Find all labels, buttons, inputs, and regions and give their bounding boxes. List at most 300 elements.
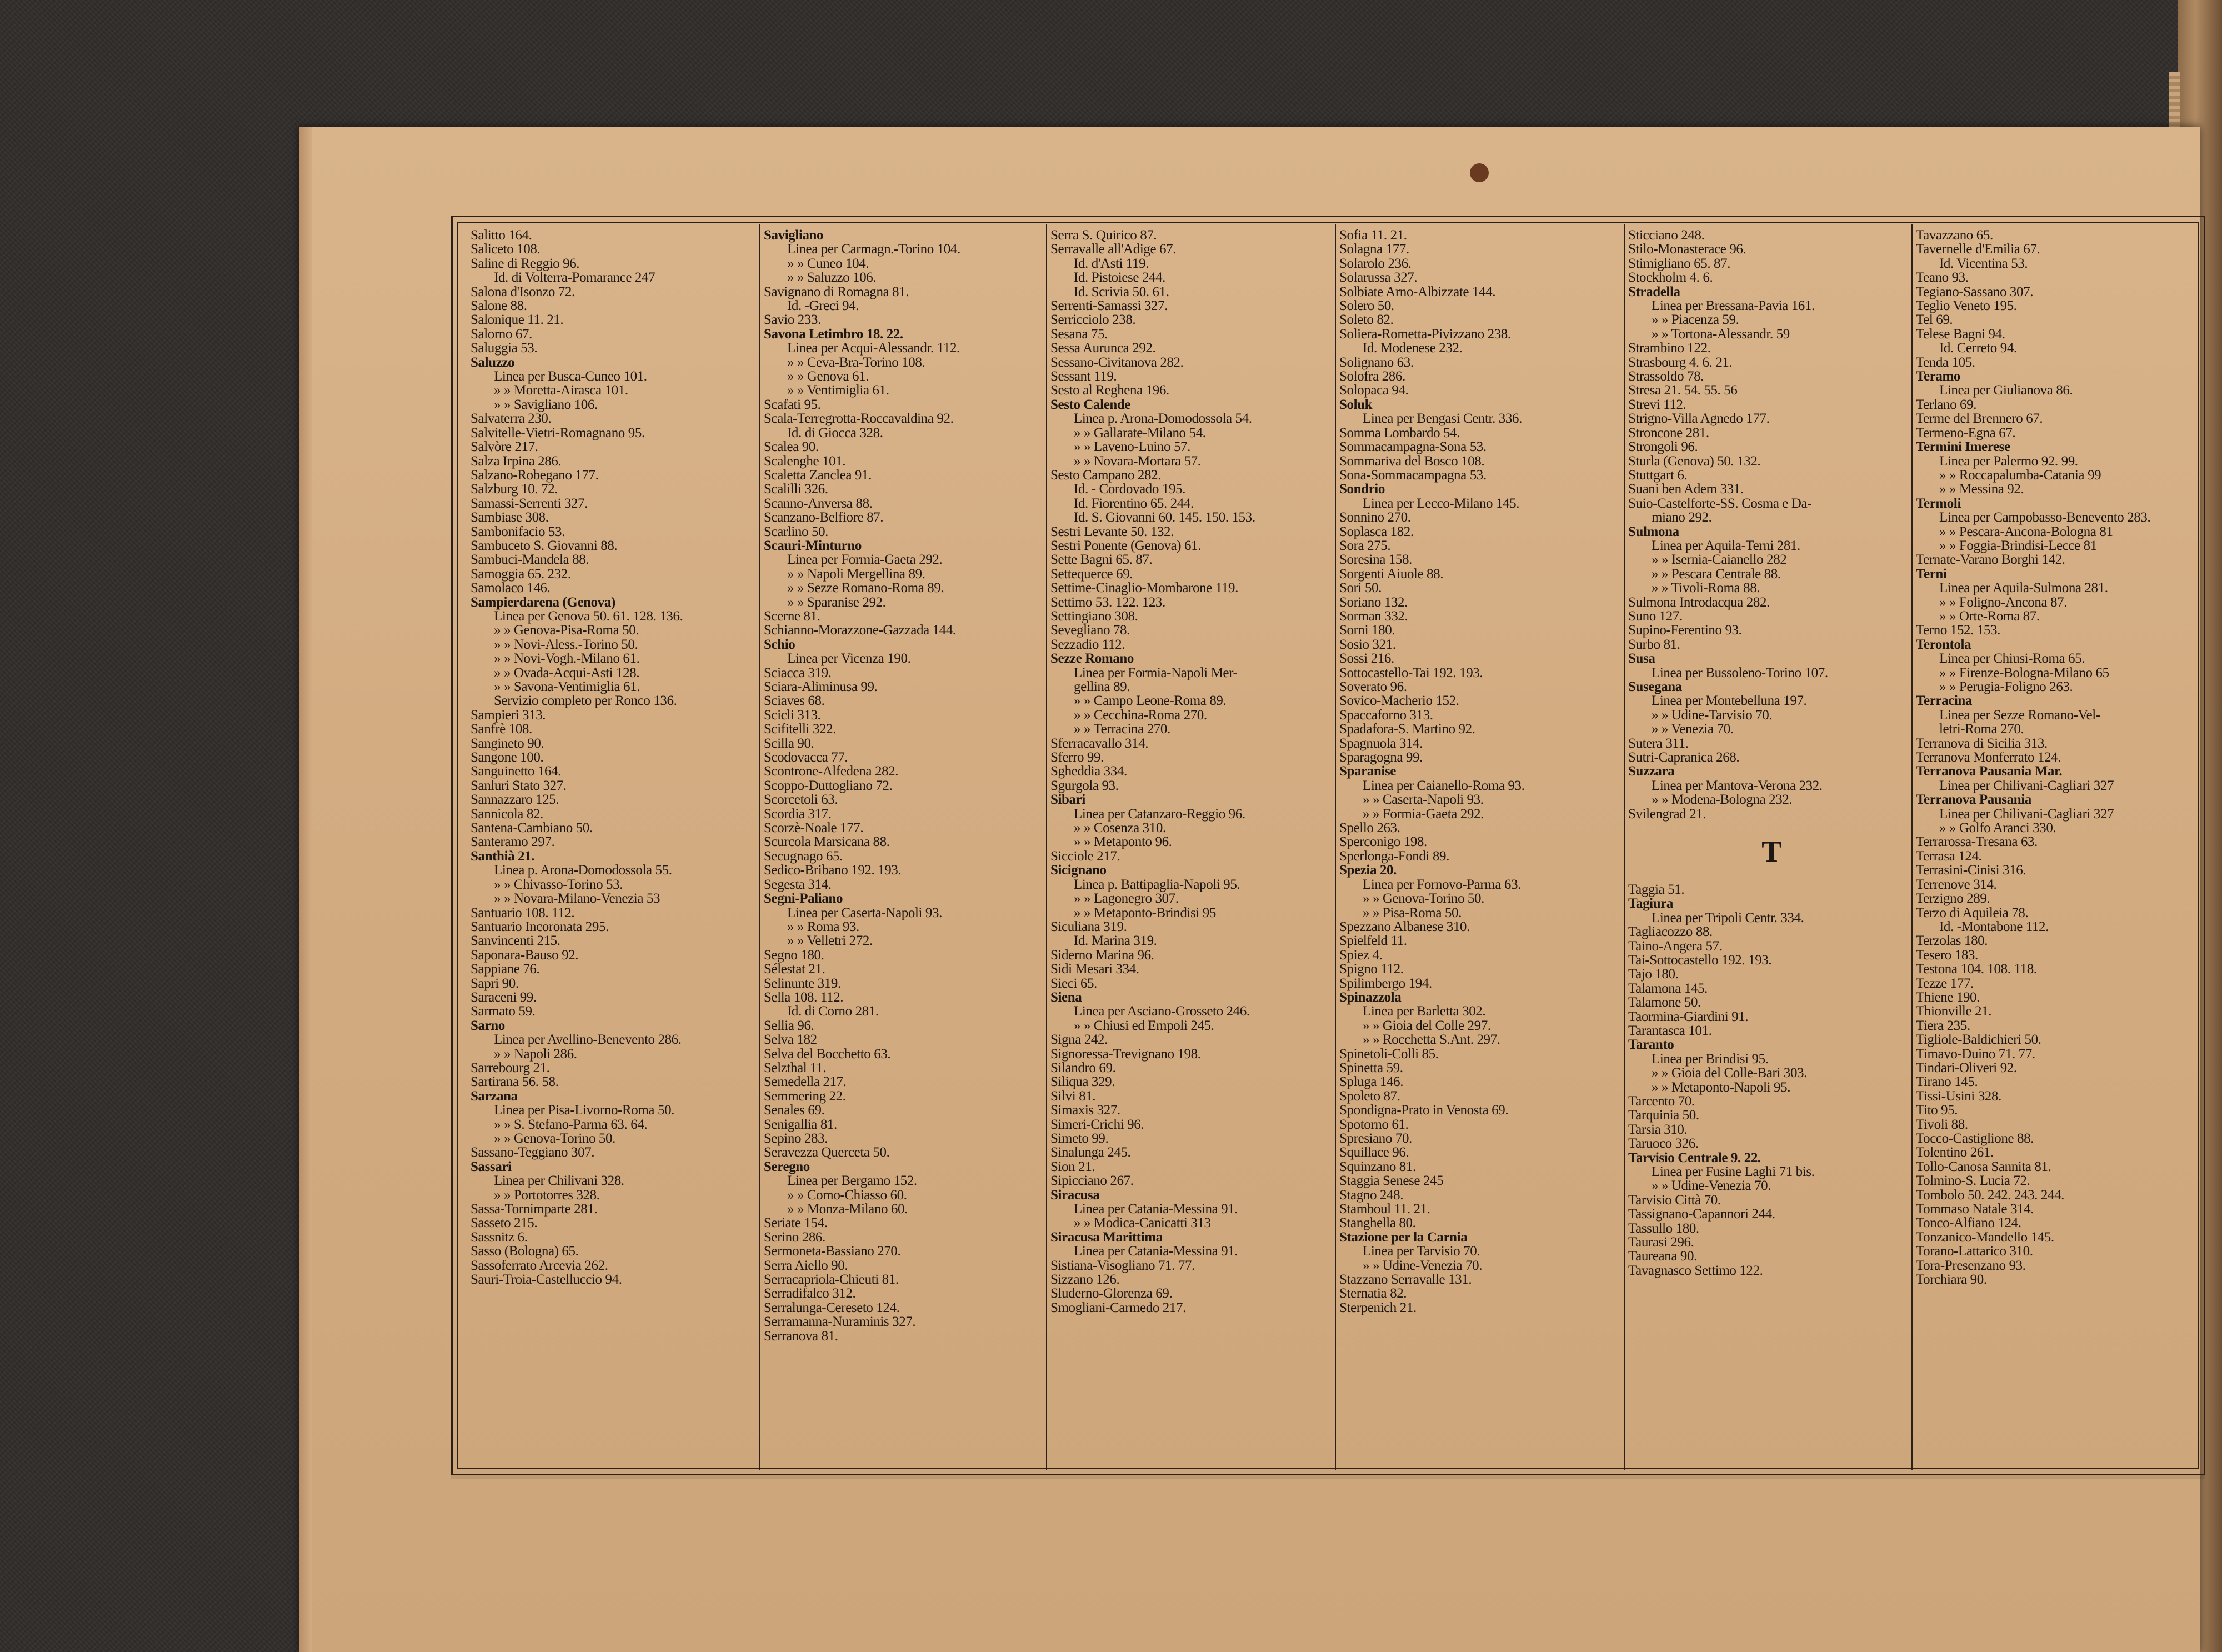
index-entry: Scifitelli 322. xyxy=(764,722,837,737)
index-entry: Teano 93. xyxy=(1916,270,1969,286)
index-entry: » » Roma 93. xyxy=(787,919,859,934)
index-entry: Scanno-Anversa 88. xyxy=(764,495,873,511)
index-entry: Seregno xyxy=(764,1159,810,1174)
index-entry: Tarvisio Centrale 9. 22. xyxy=(1628,1150,1761,1165)
index-entry: Linea p. Battipaglia-Napoli 95. xyxy=(1074,877,1240,892)
index-entry: Sparagogna 99. xyxy=(1339,750,1423,765)
index-entry: Scafati 95. xyxy=(764,397,821,412)
index-entry: » » Monza-Milano 60. xyxy=(787,1202,908,1217)
index-entry: Sannazzaro 125. xyxy=(471,792,559,808)
index-entry: Suani ben Adem 331. xyxy=(1628,482,1744,497)
index-entry: » » Genova-Torino 50. xyxy=(1363,891,1484,907)
index-entry: Telese Bagni 94. xyxy=(1916,326,2005,342)
index-entry: Sessano-Civitanova 282. xyxy=(1050,354,1184,370)
index-entry: » » Foggia-Brindisi-Lecce 81 xyxy=(1939,538,2097,553)
index-entry: Sassano-Teggiano 307. xyxy=(471,1145,595,1160)
index-entry: Tora-Presenzano 93. xyxy=(1916,1258,2026,1273)
index-entry: Spigno 112. xyxy=(1339,962,1404,977)
index-entry: Strassoldo 78. xyxy=(1628,369,1704,384)
index-entry: Sanvincenti 215. xyxy=(471,933,560,949)
index-entry: Savigliano xyxy=(764,228,824,243)
index-entry: Semedella 217. xyxy=(764,1074,847,1090)
index-entry: Linea per Barletta 302. xyxy=(1363,1004,1486,1019)
index-entry: Id. Scrivia 50. 61. xyxy=(1074,284,1169,299)
index-entry: Scoppo-Duttogliano 72. xyxy=(764,778,893,793)
index-entry: Sommariva del Bosco 108. xyxy=(1339,453,1485,469)
index-entry: Linea per Palermo 92. 99. xyxy=(1939,453,2078,469)
index-entry: Silvi 81. xyxy=(1050,1088,1096,1104)
index-entry: Tarantasca 101. xyxy=(1628,1023,1712,1038)
index-entry: Terrasa 124. xyxy=(1916,848,1982,864)
index-entry: Sampierdarena (Genova) xyxy=(471,594,615,610)
index-entry: Tolentino 261. xyxy=(1916,1145,1994,1160)
index-entry: Linea per Giulianova 86. xyxy=(1939,383,2073,398)
index-entry: » » Genova-Pisa-Roma 50. xyxy=(494,623,639,638)
index-entry: Linea per Bengasi Centr. 336. xyxy=(1363,411,1522,427)
index-entry: Sesana 75. xyxy=(1050,326,1108,342)
page-shadow-edge xyxy=(299,127,312,1652)
index-entry: Thiene 190. xyxy=(1916,989,1980,1005)
index-entry: Taino-Angera 57. xyxy=(1628,938,1723,954)
index-entry: Sasso (Bologna) 65. xyxy=(471,1244,579,1259)
index-entry: Linea p. Arona-Domodossola 54. xyxy=(1074,411,1252,427)
index-entry: Termeno-Egna 67. xyxy=(1916,425,2016,440)
index-entry: Talamona 145. xyxy=(1628,980,1708,996)
index-entry: Sangone 100. xyxy=(471,750,544,765)
index-entry: » » Velletri 272. xyxy=(787,933,873,949)
index-entry: Solbiate Arno-Albizzate 144. xyxy=(1339,284,1496,299)
index-entry: Tezze 177. xyxy=(1916,975,1974,991)
index-entry: Sepino 283. xyxy=(764,1131,828,1146)
index-entry: Strevi 112. xyxy=(1628,397,1686,412)
index-entry: Sellia 96. xyxy=(764,1018,814,1033)
index-entry: Spotorno 61. xyxy=(1339,1117,1409,1132)
index-entry: Schianno-Morazzone-Gazzada 144. xyxy=(764,623,956,638)
index-entry: Stazione per la Carnia xyxy=(1339,1229,1468,1245)
index-entry: » » Messina 92. xyxy=(1939,482,2024,497)
index-entry: » » Gallarate-Milano 54. xyxy=(1074,425,1206,440)
index-entry: » » Napoli 286. xyxy=(494,1046,577,1062)
index-entry: Taranto xyxy=(1628,1037,1674,1053)
index-entry: Stuttgart 6. xyxy=(1628,467,1688,483)
index-entry: Sezzadio 112. xyxy=(1050,637,1125,652)
index-entry: » » Udine-Tarvisio 70. xyxy=(1652,707,1773,723)
index-entry: Sestri Ponente (Genova) 61. xyxy=(1050,538,1202,553)
index-entry: Squinzano 81. xyxy=(1339,1159,1416,1174)
index-entry: Termini Imerese xyxy=(1916,439,2010,455)
index-entry: Sonnino 270. xyxy=(1339,510,1411,525)
index-entry: Linea per Montebelluna 197. xyxy=(1652,693,1807,709)
index-entry: » » Orte-Roma 87. xyxy=(1939,608,2040,624)
index-entry: Sutri-Capranica 268. xyxy=(1628,750,1740,765)
index-entry: Scalea 90. xyxy=(764,439,819,455)
index-entry: Samolaco 146. xyxy=(471,580,551,596)
index-entry: Suzzara xyxy=(1628,764,1675,779)
index-entry: Sessa Aurunca 292. xyxy=(1050,341,1156,356)
index-entry: Stroncone 281. xyxy=(1628,425,1709,440)
index-entry: Strigno-Villa Agnedo 177. xyxy=(1628,411,1770,427)
index-entry: Serra S. Quirico 87. xyxy=(1050,228,1157,243)
index-entry: Sidi Mesari 334. xyxy=(1050,962,1139,977)
index-entry: Tivoli 88. xyxy=(1916,1117,1968,1132)
index-entry: Linea per Chilivani 328. xyxy=(494,1173,624,1189)
index-entry: » » Venezia 70. xyxy=(1652,722,1734,737)
index-entry: » » Cecchina-Roma 270. xyxy=(1074,707,1207,723)
index-entry: Salza Irpina 286. xyxy=(471,453,562,469)
index-entry: Sferro 99. xyxy=(1050,750,1104,765)
index-entry: Santeramo 297. xyxy=(471,834,555,850)
index-entry: Sutera 311. xyxy=(1628,735,1689,751)
index-entry: Selzthal 11. xyxy=(764,1060,827,1075)
index-entry: Linea per Pisa-Livorno-Roma 50. xyxy=(494,1103,675,1118)
index-entry: Svilengrad 21. xyxy=(1628,806,1706,822)
index-entry: Tassullo 180. xyxy=(1628,1220,1699,1236)
index-entry: Sizzano 126. xyxy=(1050,1272,1120,1288)
index-entry: Taggia 51. xyxy=(1628,882,1685,897)
index-entry: Sciaves 68. xyxy=(764,693,825,709)
index-entry: Terranova di Sicilia 313. xyxy=(1916,735,2048,751)
index-entry: miano 292. xyxy=(1652,510,1712,525)
index-entry: Sermoneta-Bassiano 270. xyxy=(764,1244,901,1259)
index-entry: Terzigno 289. xyxy=(1916,891,1990,907)
index-entry: » » Metaponto-Napoli 95. xyxy=(1652,1079,1791,1095)
index-entry: Stazzano Serravalle 131. xyxy=(1339,1272,1472,1288)
index-entry: Supino-Ferentino 93. xyxy=(1628,623,1742,638)
index-entry: » » Pescara Centrale 88. xyxy=(1652,566,1781,582)
index-entry: » » Formia-Gaeta 292. xyxy=(1363,806,1484,822)
index-entry: Sgurgola 93. xyxy=(1050,778,1119,793)
index-entry: Linea per Aquila-Terni 281. xyxy=(1652,538,1800,553)
index-entry: Tindari-Oliveri 92. xyxy=(1916,1060,2017,1075)
index-entry: Scalilli 326. xyxy=(764,482,828,497)
index-entry: Saline di Reggio 96. xyxy=(471,256,580,271)
index-entry: Sambiase 308. xyxy=(471,510,549,525)
index-entry: Tirano 145. xyxy=(1916,1074,1978,1090)
index-entry: Testona 104. 108. 118. xyxy=(1916,962,2037,977)
index-entry: Torchiara 90. xyxy=(1916,1272,1987,1288)
index-entry: » » Rocchetta S.Ant. 297. xyxy=(1363,1032,1500,1048)
index-entry: Sieci 65. xyxy=(1050,975,1097,991)
index-entry: Salvòre 217. xyxy=(471,439,538,455)
index-entry: Salone 88. xyxy=(471,298,527,314)
index-entry: Linea per Avellino-Benevento 286. xyxy=(494,1032,682,1048)
index-entry: Linea per Caianello-Roma 93. xyxy=(1363,778,1525,793)
index-entry: Id. S. Giovanni 60. 145. 150. 153. xyxy=(1074,510,1255,525)
index-entry: Settimo 53. 122. 123. xyxy=(1050,594,1165,610)
index-entry: Id. di Corno 281. xyxy=(787,1004,879,1019)
index-entry: Tegiano-Sassano 307. xyxy=(1916,284,2034,299)
index-entry: Serramanna-Nuraminis 327. xyxy=(764,1314,916,1330)
index-entry: » » Chiusi ed Empoli 245. xyxy=(1074,1018,1214,1033)
index-entry: Sassa-Tornimparte 281. xyxy=(471,1202,598,1217)
index-entry: Senales 69. xyxy=(764,1103,825,1118)
index-entry: Sferracavallo 314. xyxy=(1050,735,1149,751)
index-entry: Sangineto 90. xyxy=(471,735,544,751)
index-table-frame xyxy=(451,216,2205,1475)
index-column-2 xyxy=(764,228,1050,1470)
index-entry: Savona Letimbro 18. 22. xyxy=(764,326,903,342)
index-entry: Samassi-Serrenti 327. xyxy=(471,495,588,511)
index-entry: Samoggia 65. 232. xyxy=(471,566,571,582)
index-entry: Tagliacozzo 88. xyxy=(1628,924,1713,940)
index-entry: Servizio completo per Ronco 136. xyxy=(494,693,677,709)
index-entry: Stockholm 4. 6. xyxy=(1628,270,1713,286)
index-entry: Sestri Levante 50. 132. xyxy=(1050,524,1174,539)
index-entry: Sauri-Troia-Castelluccio 94. xyxy=(471,1272,622,1288)
index-entry: Id. Pistoiese 244. xyxy=(1074,270,1166,286)
index-entry: Sarno xyxy=(471,1018,505,1033)
index-entry: » » Laveno-Luino 57. xyxy=(1074,439,1191,455)
column-divider xyxy=(759,224,760,1470)
index-entry: Salorno 67. xyxy=(471,326,532,342)
index-entry: Id. - Cordovado 195. xyxy=(1074,482,1185,497)
index-entry: Linea per Vicenza 190. xyxy=(787,651,911,667)
index-entry: Serrenti-Samassi 327. xyxy=(1050,298,1168,314)
index-entry: Tito 95. xyxy=(1916,1103,1958,1118)
index-entry: » » Napoli Mergellina 89. xyxy=(787,566,925,582)
index-entry: Tonzanico-Mandello 145. xyxy=(1916,1229,2054,1245)
index-entry: Scanzano-Belfiore 87. xyxy=(764,510,884,525)
index-entry: Linea per Bergamo 152. xyxy=(787,1173,917,1189)
index-entry: Linea per Sezze Romano-Vel- xyxy=(1939,707,2100,723)
index-entry: » » Cosenza 310. xyxy=(1074,820,1166,836)
index-entry: » » Firenze-Bologna-Milano 65 xyxy=(1939,665,2109,680)
index-entry: Serino 286. xyxy=(764,1229,825,1245)
index-entry: Sesto Campano 282. xyxy=(1050,467,1162,483)
index-entry xyxy=(1628,868,1915,882)
index-entry: » » Novara-Mortara 57. xyxy=(1074,453,1201,469)
index-entry: » » Metaponto 96. xyxy=(1074,834,1172,850)
index-entry: Tonco-Alfiano 124. xyxy=(1916,1215,2021,1231)
index-entry: Sparanise xyxy=(1339,764,1396,779)
index-entry: Sanluri Stato 327. xyxy=(471,778,567,793)
index-entry: Soplasca 182. xyxy=(1339,524,1414,539)
index-entry: Spezzano Albanese 310. xyxy=(1339,919,1470,934)
index-entry: » » Udine-Venezia 70. xyxy=(1363,1258,1483,1273)
index-entry: Sappiane 76. xyxy=(471,962,540,977)
index-entry: » » Chivasso-Torino 53. xyxy=(494,877,623,892)
index-entry: » » Savona-Ventimiglia 61. xyxy=(494,679,640,694)
index-entry: Signoressa-Trevignano 198. xyxy=(1050,1046,1201,1062)
index-entry: Terzo di Aquileia 78. xyxy=(1916,905,2029,920)
index-entry: Terrenove 314. xyxy=(1916,877,1997,892)
index-entry: Termoli xyxy=(1916,495,1961,511)
index-entry: Id. Cerreto 94. xyxy=(1939,341,2017,356)
index-entry: Seravezza Querceta 50. xyxy=(764,1145,890,1160)
index-entry: Tolmino-S. Lucia 72. xyxy=(1916,1173,2030,1189)
index-entry: » » Ceva-Bra-Torino 108. xyxy=(787,354,925,370)
index-entry: Sezze Romano xyxy=(1050,651,1134,667)
index-entry: Spielfeld 11. xyxy=(1339,933,1407,949)
index-entry: Tesero 183. xyxy=(1916,947,1978,963)
index-entry: Sternatia 82. xyxy=(1339,1286,1407,1301)
index-entry: Spluga 146. xyxy=(1339,1074,1404,1090)
index-entry: Selva 182 xyxy=(764,1032,817,1048)
index-entry: Tombolo 50. 242. 243. 244. xyxy=(1916,1187,2065,1203)
index-entry: Serracapriola-Chieuti 81. xyxy=(764,1272,899,1288)
index-entry: » » Foligno-Ancona 87. xyxy=(1939,594,2068,610)
index-entry: Spoleto 87. xyxy=(1339,1088,1400,1104)
index-entry: Tarsia 310. xyxy=(1628,1122,1688,1137)
index-entry: Scilla 90. xyxy=(764,735,814,751)
index-entry: Linea per Chiusi-Roma 65. xyxy=(1939,651,2085,667)
index-entry: Siracusa Marittima xyxy=(1050,1229,1163,1245)
index-entry: Silandro 69. xyxy=(1050,1060,1116,1075)
index-entry: Sperlonga-Fondi 89. xyxy=(1339,848,1449,864)
index-entry: Linea per Bussoleno-Torino 107. xyxy=(1652,665,1828,680)
index-entry: Spello 263. xyxy=(1339,820,1400,836)
index-entry: Scalenghe 101. xyxy=(764,453,846,469)
index-entry: Tai-Sottocastello 192. 193. xyxy=(1628,952,1772,968)
index-entry: Spagnuola 314. xyxy=(1339,735,1423,751)
index-entry: Semmering 22. xyxy=(764,1088,846,1104)
index-entry: Spresiano 70. xyxy=(1339,1131,1412,1146)
index-entry: Taureana 90. xyxy=(1628,1249,1697,1264)
index-entry: Saluggia 53. xyxy=(471,341,538,356)
index-entry: Scauri-Minturno xyxy=(764,538,862,553)
index-entry: Soliera-Rometta-Pivizzano 238. xyxy=(1339,326,1511,342)
index-entry: Timavo-Duino 71. 77. xyxy=(1916,1046,2035,1062)
index-entry: » » Perugia-Foligno 263. xyxy=(1939,679,2073,694)
index-entry: Sicciole 217. xyxy=(1050,848,1120,864)
index-entry: Sesto al Reghena 196. xyxy=(1050,383,1169,398)
index-entry: Scordia 317. xyxy=(764,806,832,822)
index-entry: Solignano 63. xyxy=(1339,354,1414,370)
index-entry: Taormina-Giardini 91. xyxy=(1628,1009,1749,1024)
index-entry: Sélestat 21. xyxy=(764,962,825,977)
index-entry: Terlano 69. xyxy=(1916,397,1977,412)
index-entry: Tavagnasco Settimo 122. xyxy=(1628,1263,1763,1278)
index-entry: Sesto Calende xyxy=(1050,397,1131,412)
index-entry: Linea per Genova 50. 61. 128. 136. xyxy=(494,608,683,624)
index-entry: Stilo-Monasterace 96. xyxy=(1628,242,1746,257)
index-entry: Saluzzo xyxy=(471,354,515,370)
index-entry: Linea per Asciano-Grosseto 246. xyxy=(1074,1004,1250,1019)
index-entry: Id. Fiorentino 65. 244. xyxy=(1074,495,1194,511)
index-entry: Spinazzola xyxy=(1339,989,1402,1005)
index-entry: » » Novara-Milano-Venezia 53 xyxy=(494,891,660,907)
index-entry: Scerne 81. xyxy=(764,608,820,624)
index-entry: Taruoco 326. xyxy=(1628,1136,1699,1152)
index-entry: Tarquinia 50. xyxy=(1628,1108,1699,1123)
index-entry: » » Terracina 270. xyxy=(1074,722,1170,737)
index-entry: » » Ovada-Acqui-Asti 128. xyxy=(494,665,640,680)
index-entry: Sciacca 319. xyxy=(764,665,832,680)
index-entry: Linea per Chilivani-Cagliari 327 xyxy=(1939,806,2114,822)
index-entry: » » Pescara-Ancona-Bologna 81 xyxy=(1939,524,2113,539)
index-entry: Sinalunga 245. xyxy=(1050,1145,1131,1160)
index-entry: Sora 275. xyxy=(1339,538,1391,553)
index-entry: » » Novi-Vogh.-Milano 61. xyxy=(494,651,640,667)
index-entry: Sambuci-Mandela 88. xyxy=(471,552,589,568)
index-entry: » » Campo Leone-Roma 89. xyxy=(1074,693,1227,709)
index-entry: Spezia 20. xyxy=(1339,863,1397,878)
index-entry: » » Saluzzo 106. xyxy=(787,270,877,286)
index-entry: Segesta 314. xyxy=(764,877,832,892)
index-entry: Ternate-Varano Borghi 142. xyxy=(1916,552,2065,568)
index-entry: Settingiano 308. xyxy=(1050,608,1138,624)
index-entry: Settequerce 69. xyxy=(1050,566,1133,582)
index-entry: Sovico-Macherio 152. xyxy=(1339,693,1459,709)
index-entry: Secugnago 65. xyxy=(764,848,843,864)
index-entry: Serradifalco 312. xyxy=(764,1286,856,1301)
index-entry: Suio-Castelforte-SS. Cosma e Da- xyxy=(1628,495,1812,511)
index-entry: Sona-Sommacampagna 53. xyxy=(1339,467,1487,483)
index-entry: Soresina 158. xyxy=(1339,552,1412,568)
index-entry: » » Tivoli-Roma 88. xyxy=(1652,580,1760,596)
index-entry: Savignano di Romagna 81. xyxy=(764,284,909,299)
index-entry: Santhià 21. xyxy=(471,848,535,864)
index-entry: Terrarossa-Tresana 63. xyxy=(1916,834,2038,850)
index-entry: Linea per Bressana-Pavia 161. xyxy=(1652,298,1815,314)
index-entry: Soleto 82. xyxy=(1339,312,1394,328)
index-entry: Linea per Tarvisio 70. xyxy=(1363,1244,1480,1259)
index-entry: Sciara-Aliminusa 99. xyxy=(764,679,878,694)
index-entry: Scodovacca 77. xyxy=(764,750,848,765)
index-entry: Sori 50. xyxy=(1339,580,1382,596)
index-entry: Tagiura xyxy=(1628,896,1674,912)
index-entry: Sterpenich 21. xyxy=(1339,1300,1417,1315)
index-entry: Terno 152. 153. xyxy=(1916,623,2000,638)
index-entry: Sossi 216. xyxy=(1339,651,1394,667)
index-entry: Linea per Formia-Gaeta 292. xyxy=(787,552,943,568)
index-entry: Salvaterra 230. xyxy=(471,411,552,427)
index-entry: Sibari xyxy=(1050,792,1085,808)
index-entry: Scaletta Zanclea 91. xyxy=(764,467,872,483)
index-entry: Sevegliano 78. xyxy=(1050,623,1130,638)
index-entry: Sgheddia 334. xyxy=(1050,764,1127,779)
index-entry: Sessant 119. xyxy=(1050,369,1117,384)
index-entry: Surbo 81. xyxy=(1628,637,1680,652)
index-entry: Stradella xyxy=(1628,284,1680,299)
index-entry: Simeri-Crichi 96. xyxy=(1050,1117,1144,1132)
index-entry: Sella 108. 112. xyxy=(764,989,844,1005)
index-entry: Spiez 4. xyxy=(1339,947,1383,963)
index-entry: Teglio Veneto 195. xyxy=(1916,298,2017,314)
index-entry: Salonique 11. 21. xyxy=(471,312,564,328)
index-entry: Sulmona xyxy=(1628,524,1679,539)
index-entry: Tocco-Castiglione 88. xyxy=(1916,1131,2034,1146)
index-entry: Stimigliano 65. 87. xyxy=(1628,256,1731,271)
index-entry: Terranova Monferrato 124. xyxy=(1916,750,2061,765)
index-entry: Sondrio xyxy=(1339,482,1385,497)
index-entry: » » Gioia del Colle 297. xyxy=(1363,1018,1491,1033)
index-entry: Spilimbergo 194. xyxy=(1339,975,1432,991)
index-column-1 xyxy=(471,228,757,1470)
index-entry: Sarzana xyxy=(471,1088,518,1104)
index-entry: Tajo 180. xyxy=(1628,967,1679,982)
index-entry: Santena-Cambiano 50. xyxy=(471,820,593,836)
index-entry: » » Sezze Romano-Roma 89. xyxy=(787,580,944,596)
index-entry: Tavazzano 65. xyxy=(1916,228,1993,243)
index-entry: Sampieri 313. xyxy=(471,707,546,723)
index-entry: Simeto 99. xyxy=(1050,1131,1109,1146)
index-entry: Stanghella 80. xyxy=(1339,1215,1416,1231)
index-entry: Sluderno-Glorenza 69. xyxy=(1050,1286,1173,1301)
index-entry: Senigallia 81. xyxy=(764,1117,837,1132)
index-entry: Solarussa 327. xyxy=(1339,270,1418,286)
index-entry: Linea per Fusine Laghi 71 bis. xyxy=(1652,1164,1815,1179)
index-entry: Tommaso Natale 314. xyxy=(1916,1202,2034,1217)
index-entry: Sanfrè 108. xyxy=(471,722,532,737)
index-entry: Terranova Pausania xyxy=(1916,792,2031,808)
index-entry: Scala-Terregrotta-Roccavaldina 92. xyxy=(764,411,954,427)
index-entry: Segno 180. xyxy=(764,947,824,963)
index-entry: Tassignano-Capannori 244. xyxy=(1628,1207,1775,1222)
index-entry: Stresa 21. 54. 55. 56 xyxy=(1628,383,1738,398)
index-entry: Linea per Carmagn.-Torino 104. xyxy=(787,242,960,257)
index-entry: » » Roccapalumba-Catania 99 xyxy=(1939,467,2101,483)
